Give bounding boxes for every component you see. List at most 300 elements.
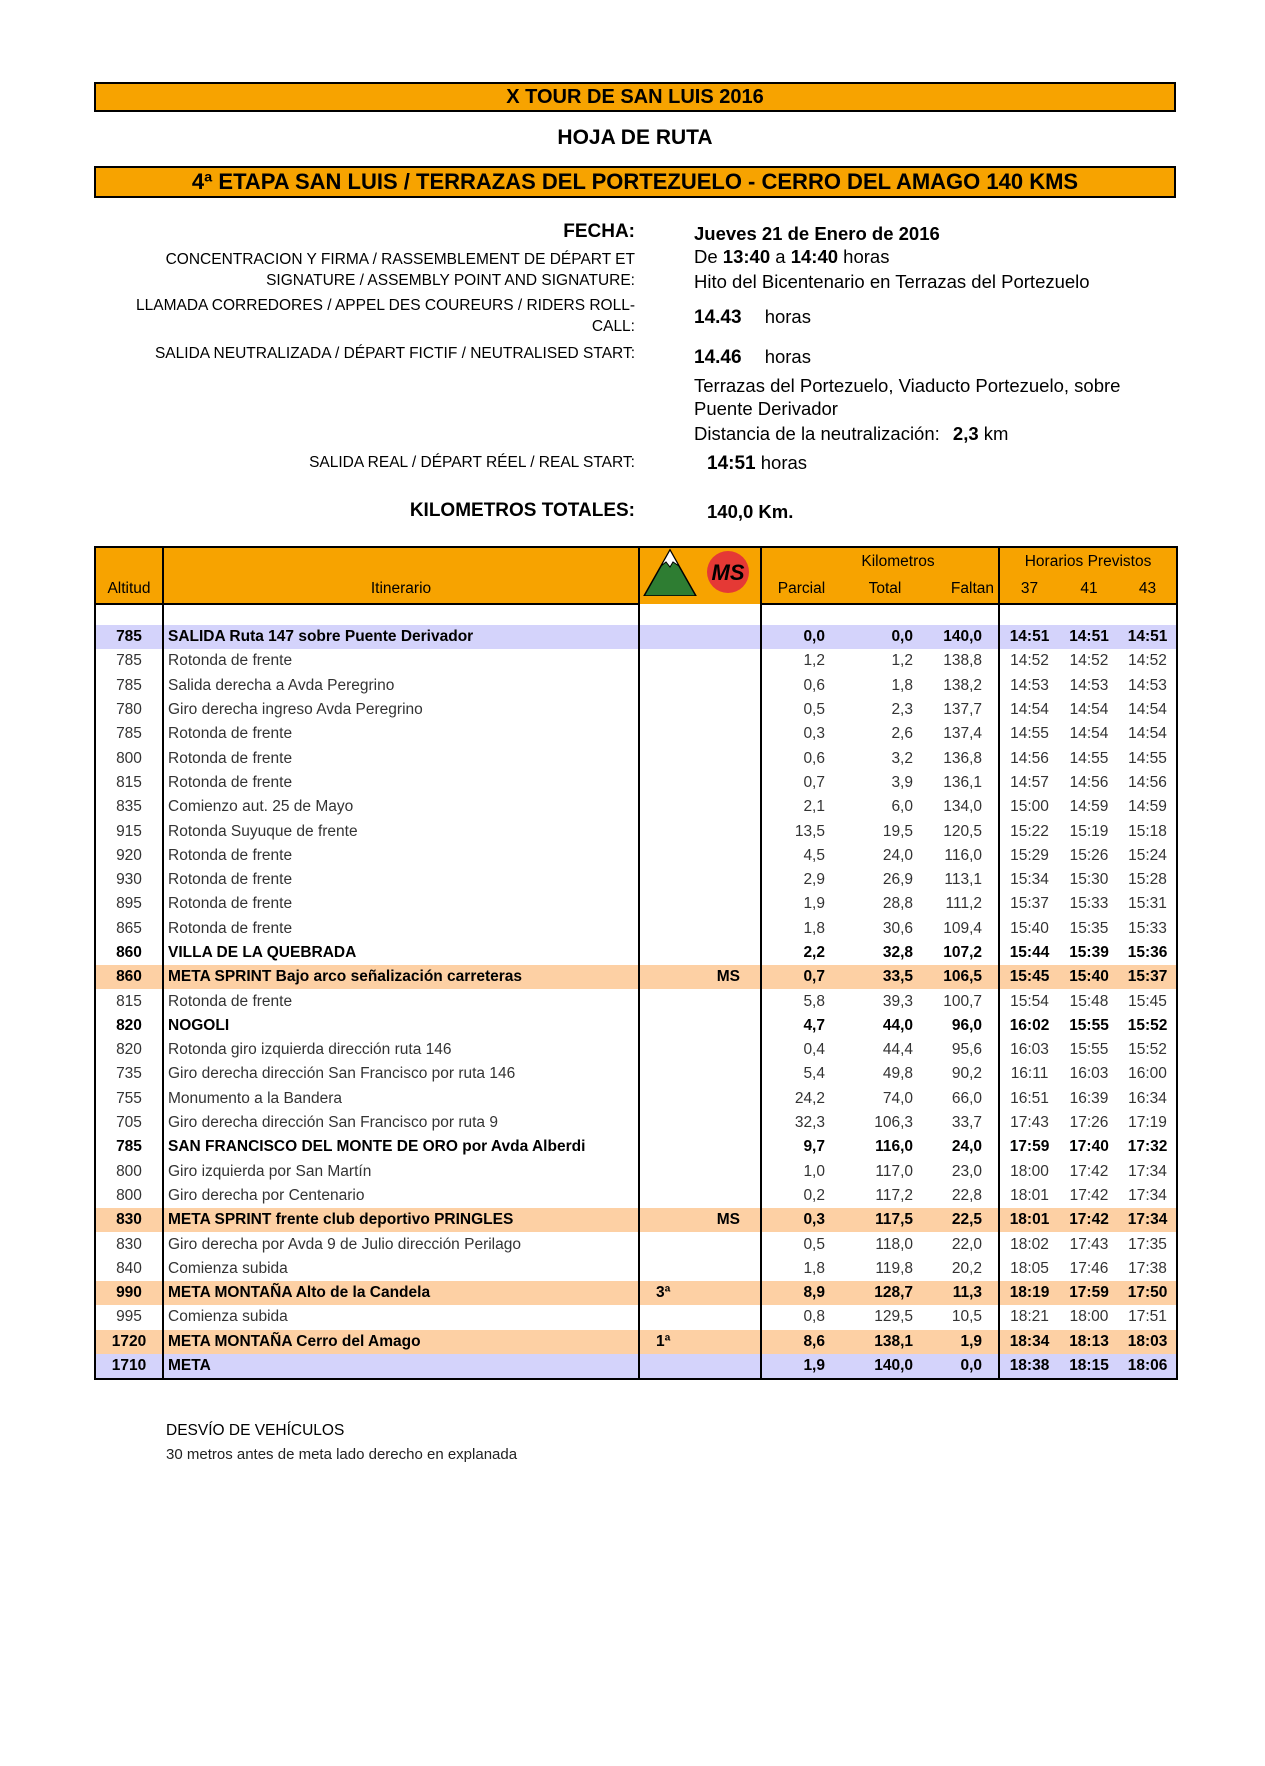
cell-time-41: 15:26 (1069, 846, 1109, 864)
cell-altitud: 705 (95, 1111, 163, 1135)
cell-time-37: 18:00 (1010, 1162, 1049, 1180)
table-row (95, 965, 1177, 989)
cell-time-43: 17:51 (1119, 1305, 1177, 1329)
cell-itinerario: Giro derecha por Avda 9 de Julio dirección Perilago (163, 1232, 639, 1256)
ms-marker (740, 1281, 756, 1305)
cell-time-41: 17:46 (1069, 1259, 1109, 1277)
cell-total: 19,5 (882, 822, 913, 840)
cell-altitud: 785 (95, 649, 163, 673)
cell-category (639, 892, 761, 916)
cell-faltan: 134,0 (929, 795, 999, 819)
cell-time-43: 17:34 (1119, 1184, 1177, 1208)
cell-altitud: 830 (95, 1232, 163, 1256)
table-row (95, 917, 1177, 941)
cell-time-37: 15:00 (1010, 798, 1049, 816)
cell-time-37: 14:56 (1010, 749, 1049, 767)
table-row (95, 1330, 1177, 1354)
cell-time-37: 17:43 (1010, 1114, 1049, 1132)
cell-altitud: 920 (95, 844, 163, 868)
cell-itinerario: Rotonda de frente (163, 917, 639, 941)
table-row (95, 1160, 1177, 1184)
cell-itinerario: Rotonda giro izquierda dirección ruta 146 (163, 1038, 639, 1062)
cell-category (639, 1257, 761, 1281)
distancia-neutralizacion (694, 422, 1008, 445)
cell-total: 128,7 (841, 1281, 929, 1305)
cell-parcial: 0,7 (803, 773, 825, 791)
cell-time-41: 17:42 (1059, 1208, 1119, 1232)
cell-parcial: 0,0 (761, 625, 841, 649)
cell-parcial: 0,3 (761, 1208, 841, 1232)
header-itinerario-spacer (163, 547, 639, 576)
ms-icon-text: MS (711, 560, 745, 585)
cell-time-37: 15:37 (1010, 895, 1049, 913)
table-row (95, 1062, 1177, 1086)
cell-time-41: 15:19 (1069, 822, 1109, 840)
concentracion-time (694, 245, 889, 268)
cell-total: 138,1 (841, 1330, 929, 1354)
cell-faltan: 136,1 (929, 771, 999, 795)
cell-time-43: 15:28 (1119, 868, 1177, 892)
cell-total: 74,0 (882, 1089, 913, 1107)
cell-category (639, 1087, 761, 1111)
ms-icon (707, 551, 749, 593)
cell-time-37: 14:51 (999, 625, 1059, 649)
cell-category (639, 1184, 761, 1208)
table-row (95, 844, 1177, 868)
cell-altitud: 800 (95, 746, 163, 770)
cell-time-41: 17:40 (1069, 1138, 1109, 1156)
cell-time-37: 18:19 (999, 1281, 1059, 1305)
cell-total: 2,6 (891, 725, 913, 743)
cell-time-37: 15:34 (1010, 871, 1049, 889)
cell-altitud: 915 (95, 819, 163, 843)
cell-time-43: 15:37 (1119, 965, 1177, 989)
table-row (95, 1208, 1177, 1232)
table-row (95, 771, 1177, 795)
cell-total: 1,8 (891, 676, 913, 694)
salida-neutral-time-value: 14.46 (694, 347, 742, 368)
cell-faltan: 137,4 (929, 722, 999, 746)
llamada-time (694, 305, 811, 329)
cell-faltan: 33,7 (929, 1111, 999, 1135)
table-row (95, 674, 1177, 698)
cell-faltan: 120,5 (929, 819, 999, 843)
cell-time-43: 17:32 (1119, 1135, 1177, 1159)
cell-itinerario: Giro derecha dirección San Francisco por ruta 9 (163, 1111, 639, 1135)
cell-parcial: 0,6 (803, 676, 825, 694)
cell-faltan: 116,0 (929, 844, 999, 868)
col-37: 37 (999, 576, 1059, 605)
cell-time-41: 15:30 (1069, 871, 1109, 889)
salida-real-time-value: 14:51 (707, 453, 756, 474)
cell-itinerario: META SPRINT frente club deportivo PRINGLES (163, 1208, 639, 1232)
cell-time-43: 16:00 (1119, 1062, 1177, 1086)
table-row (95, 649, 1177, 673)
col-faltan: Faltan (929, 576, 999, 605)
cell-total: 49,8 (882, 1065, 913, 1083)
cell-total: 140,0 (841, 1354, 929, 1379)
note-title: DESVÍO DE VEHÍCULOS (166, 1422, 345, 1439)
concentracion-prefix: De (694, 246, 718, 267)
cell-faltan: 22,5 (929, 1208, 999, 1232)
mountain-category (644, 1208, 656, 1232)
cell-altitud: 990 (95, 1281, 163, 1305)
salida-real-unit: horas (760, 452, 808, 473)
salida-neutral-place-1: Terrazas del Portezuelo, Viaducto Portezuelo, sobre (694, 375, 1121, 396)
cell-time-41: 14:52 (1069, 652, 1109, 670)
cell-total: 33,5 (841, 965, 929, 989)
salida-neutral-unit: horas (764, 346, 811, 367)
concentracion-label-1: CONCENTRACION Y FIRMA / RASSEMBLEMENT DE DÉPART ET (165, 251, 635, 268)
cell-time-43: 18:03 (1119, 1330, 1177, 1354)
cell-category (639, 746, 761, 770)
cell-time-41: 16:03 (1069, 1065, 1109, 1083)
table-row (95, 1014, 1177, 1038)
cell-category (639, 1354, 761, 1379)
cell-category (639, 1281, 761, 1305)
mountain-category: 3ª (656, 1284, 671, 1302)
cell-faltan: 22,8 (929, 1184, 999, 1208)
fecha-label: FECHA: (563, 221, 635, 242)
concentracion-label-2: SIGNATURE / ASSEMBLY POINT AND SIGNATURE: (266, 272, 635, 289)
concentracion-from: 13:40 (722, 246, 771, 267)
cell-altitud: 860 (95, 941, 163, 965)
table-row (95, 625, 1177, 649)
cell-time-37: 14:57 (1010, 773, 1049, 791)
cell-time-37: 14:55 (1010, 725, 1049, 743)
table-row (95, 1232, 1177, 1256)
cell-total: 3,2 (891, 749, 913, 767)
salida-real-label: SALIDA REAL / DÉPART RÉEL / REAL START: (309, 454, 635, 471)
salida-neutral-place-2: Puente Derivador (694, 398, 838, 419)
cell-time-41: 14:54 (1069, 701, 1109, 719)
cell-altitud: 1720 (95, 1330, 163, 1354)
cell-time-41: 17:43 (1069, 1235, 1109, 1253)
ms-marker: MS (716, 1211, 740, 1229)
cell-itinerario: META MONTAÑA Alto de la Candela (163, 1281, 639, 1305)
table-row (95, 941, 1177, 965)
table-row (95, 1038, 1177, 1062)
cell-altitud: 840 (95, 1257, 163, 1281)
distancia-value: 2,3 (952, 423, 979, 444)
cell-itinerario: Rotonda Suyuque de frente (163, 819, 639, 843)
cell-time-41: 17:59 (1059, 1281, 1119, 1305)
cell-category (639, 868, 761, 892)
cell-itinerario: META MONTAÑA Cerro del Amago (163, 1330, 639, 1354)
cell-itinerario: Rotonda de frente (163, 989, 639, 1013)
cell-faltan: 113,1 (929, 868, 999, 892)
cell-time-43: 17:35 (1119, 1232, 1177, 1256)
cell-parcial: 4,5 (803, 846, 825, 864)
cell-altitud: 830 (95, 1208, 163, 1232)
cell-total: 2,3 (891, 701, 913, 719)
cell-time-41: 18:13 (1059, 1330, 1119, 1354)
cell-time-41: 14:53 (1069, 676, 1109, 694)
cell-faltan: 10,5 (929, 1305, 999, 1329)
cell-category (639, 1062, 761, 1086)
cell-time-43: 15:31 (1119, 892, 1177, 916)
cell-itinerario: Comienzo aut. 25 de Mayo (163, 795, 639, 819)
cell-altitud: 815 (95, 771, 163, 795)
cell-total: 32,8 (882, 944, 913, 961)
cell-time-43: 15:33 (1119, 917, 1177, 941)
mountain-category: 1ª (656, 1332, 671, 1350)
cell-itinerario: Rotonda de frente (163, 844, 639, 868)
cell-category (639, 844, 761, 868)
cell-time-41: 18:00 (1069, 1308, 1109, 1326)
salida-neutral-label: SALIDA NEUTRALIZADA / DÉPART FICTIF / NEUTRALISED START: (154, 345, 635, 362)
table-row (95, 819, 1177, 843)
cell-category (639, 674, 761, 698)
col-altitud: Altitud (95, 576, 163, 605)
cell-category (639, 722, 761, 746)
cell-category (639, 1038, 761, 1062)
cell-time-43: 14:53 (1119, 674, 1177, 698)
cell-faltan: 138,2 (929, 674, 999, 698)
cell-time-37: 15:45 (999, 965, 1059, 989)
cell-altitud: 785 (95, 1135, 163, 1159)
cell-parcial: 0,6 (803, 749, 825, 767)
concentracion-to: 14:40 (790, 246, 839, 267)
cell-time-41: 18:15 (1059, 1354, 1119, 1379)
cell-time-37: 16:02 (1009, 1016, 1050, 1034)
cell-faltan: 137,7 (929, 698, 999, 722)
cell-total: 26,9 (882, 871, 913, 889)
cell-category (639, 698, 761, 722)
cell-altitud: 785 (95, 722, 163, 746)
cell-total: 39,3 (882, 992, 913, 1010)
cell-parcial: 2,9 (803, 871, 825, 889)
table-row (95, 722, 1177, 746)
table-header (95, 547, 1177, 604)
cell-time-41: 17:26 (1069, 1114, 1109, 1132)
cell-parcial: 9,7 (803, 1138, 825, 1156)
cell-faltan: 0,0 (929, 1354, 999, 1379)
cell-time-37: 18:21 (1010, 1308, 1049, 1326)
table-row (95, 698, 1177, 722)
cell-category (639, 989, 761, 1013)
cell-total: 28,8 (882, 895, 913, 913)
cell-time-43: 15:36 (1119, 941, 1177, 965)
fecha-value: Jueves 21 de Enero de 2016 (694, 223, 940, 244)
cell-total: 119,8 (875, 1259, 913, 1277)
table-row (95, 746, 1177, 770)
cell-total: 3,9 (891, 773, 913, 791)
cell-time-43: 15:52 (1119, 1014, 1177, 1038)
cell-category (639, 649, 761, 673)
cell-altitud: 835 (95, 795, 163, 819)
cell-time-41: 15:40 (1059, 965, 1119, 989)
mountain-category (644, 965, 656, 989)
cell-parcial: 2,1 (803, 798, 825, 816)
col-itinerario: Itinerario (163, 576, 639, 605)
table-row (95, 1354, 1177, 1379)
cell-category (639, 1014, 761, 1038)
cell-parcial: 0,4 (803, 1041, 825, 1059)
cell-faltan: 23,0 (929, 1160, 999, 1184)
cell-faltan: 24,0 (929, 1135, 999, 1159)
cell-altitud: 820 (95, 1014, 163, 1038)
cell-parcial: 1,9 (761, 1354, 841, 1379)
cell-parcial: 0,8 (803, 1308, 825, 1326)
table-spacer-row (95, 604, 1177, 625)
cell-parcial: 0,5 (803, 701, 825, 719)
cell-faltan: 107,2 (929, 941, 999, 965)
cell-total: 0,0 (841, 625, 929, 649)
cell-total: 129,5 (874, 1308, 913, 1326)
cell-time-43: 18:06 (1119, 1354, 1177, 1379)
cell-altitud: 800 (95, 1160, 163, 1184)
concentracion-suffix: horas (843, 246, 890, 267)
table-body (95, 604, 1177, 1379)
cell-time-43: 14:56 (1119, 771, 1177, 795)
distancia-label: Distancia de la neutralización: (694, 423, 940, 444)
cell-parcial: 13,5 (794, 822, 825, 840)
cell-faltan: 1,9 (929, 1330, 999, 1354)
cell-itinerario: Rotonda de frente (163, 892, 639, 916)
table-row (95, 892, 1177, 916)
cell-parcial: 1,0 (803, 1162, 825, 1180)
event-title: X TOUR DE SAN LUIS 2016 (94, 82, 1176, 112)
cell-category (639, 795, 761, 819)
cell-time-43: 15:52 (1119, 1038, 1177, 1062)
table-row (95, 795, 1177, 819)
cell-time-37: 15:54 (1010, 992, 1049, 1010)
cell-altitud: 995 (95, 1305, 163, 1329)
cell-total: 117,2 (875, 1186, 913, 1204)
cell-time-43: 14:52 (1119, 649, 1177, 673)
cell-time-41: 15:39 (1069, 944, 1109, 961)
cell-faltan: 106,5 (929, 965, 999, 989)
document-title: HOJA DE RUTA (557, 126, 713, 149)
cell-time-41: 14:51 (1059, 625, 1119, 649)
cell-category (639, 941, 761, 965)
cell-time-43: 15:45 (1119, 989, 1177, 1013)
cell-time-37: 17:59 (1009, 1138, 1050, 1156)
cell-altitud: 755 (95, 1087, 163, 1111)
cell-time-41: 15:48 (1069, 992, 1109, 1010)
table-row (95, 989, 1177, 1013)
cell-parcial: 1,9 (803, 895, 825, 913)
cell-time-37: 15:44 (1009, 944, 1050, 961)
cell-category (639, 1208, 761, 1232)
table-row (95, 1305, 1177, 1329)
cell-parcial: 24,2 (794, 1089, 825, 1107)
table-row (95, 868, 1177, 892)
cell-parcial: 4,7 (803, 1016, 825, 1034)
cell-time-43: 14:59 (1119, 795, 1177, 819)
cell-time-37: 18:38 (999, 1354, 1059, 1379)
cell-time-43: 17:38 (1119, 1257, 1177, 1281)
cell-time-37: 14:52 (1010, 652, 1049, 670)
cell-parcial: 1,2 (803, 652, 825, 670)
cell-altitud: 860 (95, 965, 163, 989)
cell-time-37: 14:53 (1010, 676, 1049, 694)
cell-time-37: 16:11 (1010, 1065, 1049, 1083)
cell-faltan: 136,8 (929, 746, 999, 770)
cell-time-37: 18:02 (1010, 1235, 1049, 1253)
cell-altitud: 780 (95, 698, 163, 722)
cell-time-37: 18:01 (999, 1208, 1059, 1232)
cell-total: 30,6 (882, 919, 913, 937)
cell-parcial: 1,8 (803, 1259, 825, 1277)
cell-total: 117,0 (875, 1162, 913, 1180)
llamada-label-2: CALL: (591, 318, 635, 335)
cell-faltan: 90,2 (929, 1062, 999, 1086)
cell-parcial: 32,3 (794, 1114, 825, 1132)
cell-parcial: 0,5 (803, 1235, 825, 1253)
cell-itinerario: Rotonda de frente (163, 771, 639, 795)
salida-neutral-time (694, 345, 811, 369)
cell-total: 6,0 (891, 798, 913, 816)
cell-parcial: 5,8 (803, 992, 825, 1010)
cell-time-43: 16:34 (1119, 1087, 1177, 1111)
concentracion-mid: a (775, 246, 786, 267)
cell-total: 44,4 (882, 1041, 913, 1059)
route-table (94, 546, 1178, 1380)
cell-altitud: 785 (95, 674, 163, 698)
cell-itinerario: Giro derecha ingreso Avda Peregrino (163, 698, 639, 722)
ms-marker (740, 1330, 756, 1354)
cell-time-43: 17:34 (1119, 1208, 1177, 1232)
cell-altitud: 800 (95, 1184, 163, 1208)
cell-category (639, 771, 761, 795)
cell-altitud: 735 (95, 1062, 163, 1086)
cell-category (639, 1160, 761, 1184)
cell-time-37: 16:51 (1010, 1089, 1049, 1107)
cell-time-41: 15:33 (1069, 895, 1109, 913)
cell-altitud: 895 (95, 892, 163, 916)
cell-itinerario: SAN FRANCISCO DEL MONTE DE ORO por Avda Alberdi (163, 1135, 639, 1159)
distancia-unit: km (983, 423, 1009, 444)
cell-category (639, 1330, 761, 1354)
cell-faltan: 11,3 (929, 1281, 999, 1305)
mountain-icon (644, 550, 696, 596)
cell-category (639, 625, 761, 649)
table-row (95, 1257, 1177, 1281)
cell-itinerario: Giro derecha por Centenario (163, 1184, 639, 1208)
cell-total: 1,2 (891, 652, 913, 670)
cell-faltan: 22,0 (929, 1232, 999, 1256)
cell-time-41: 14:54 (1069, 725, 1109, 743)
cell-parcial: 1,8 (803, 919, 825, 937)
cell-time-43: 15:18 (1119, 819, 1177, 843)
cell-time-41: 17:42 (1069, 1186, 1109, 1204)
cell-time-37: 15:29 (1010, 846, 1049, 864)
llamada-unit: horas (764, 306, 811, 327)
ms-marker: MS (716, 968, 740, 986)
col-43: 43 (1119, 576, 1177, 605)
cell-category (639, 1111, 761, 1135)
cell-itinerario: SALIDA Ruta 147 sobre Puente Derivador (163, 625, 639, 649)
header-icons (639, 547, 761, 604)
cell-time-41: 17:42 (1069, 1162, 1109, 1180)
cell-category (639, 1135, 761, 1159)
cell-total: 24,0 (882, 846, 913, 864)
cell-itinerario: Comienza subida (163, 1257, 639, 1281)
cell-parcial: 5,4 (803, 1065, 825, 1083)
cell-category (639, 917, 761, 941)
cell-itinerario: VILLA DE LA QUEBRADA (163, 941, 639, 965)
table-row (95, 1184, 1177, 1208)
cell-parcial: 0,2 (803, 1186, 825, 1204)
cell-category (639, 819, 761, 843)
cell-category (639, 1305, 761, 1329)
cell-itinerario: Rotonda de frente (163, 746, 639, 770)
cell-total: 106,3 (874, 1114, 913, 1132)
cell-time-43: 17:50 (1119, 1281, 1177, 1305)
cell-parcial: 8,6 (761, 1330, 841, 1354)
